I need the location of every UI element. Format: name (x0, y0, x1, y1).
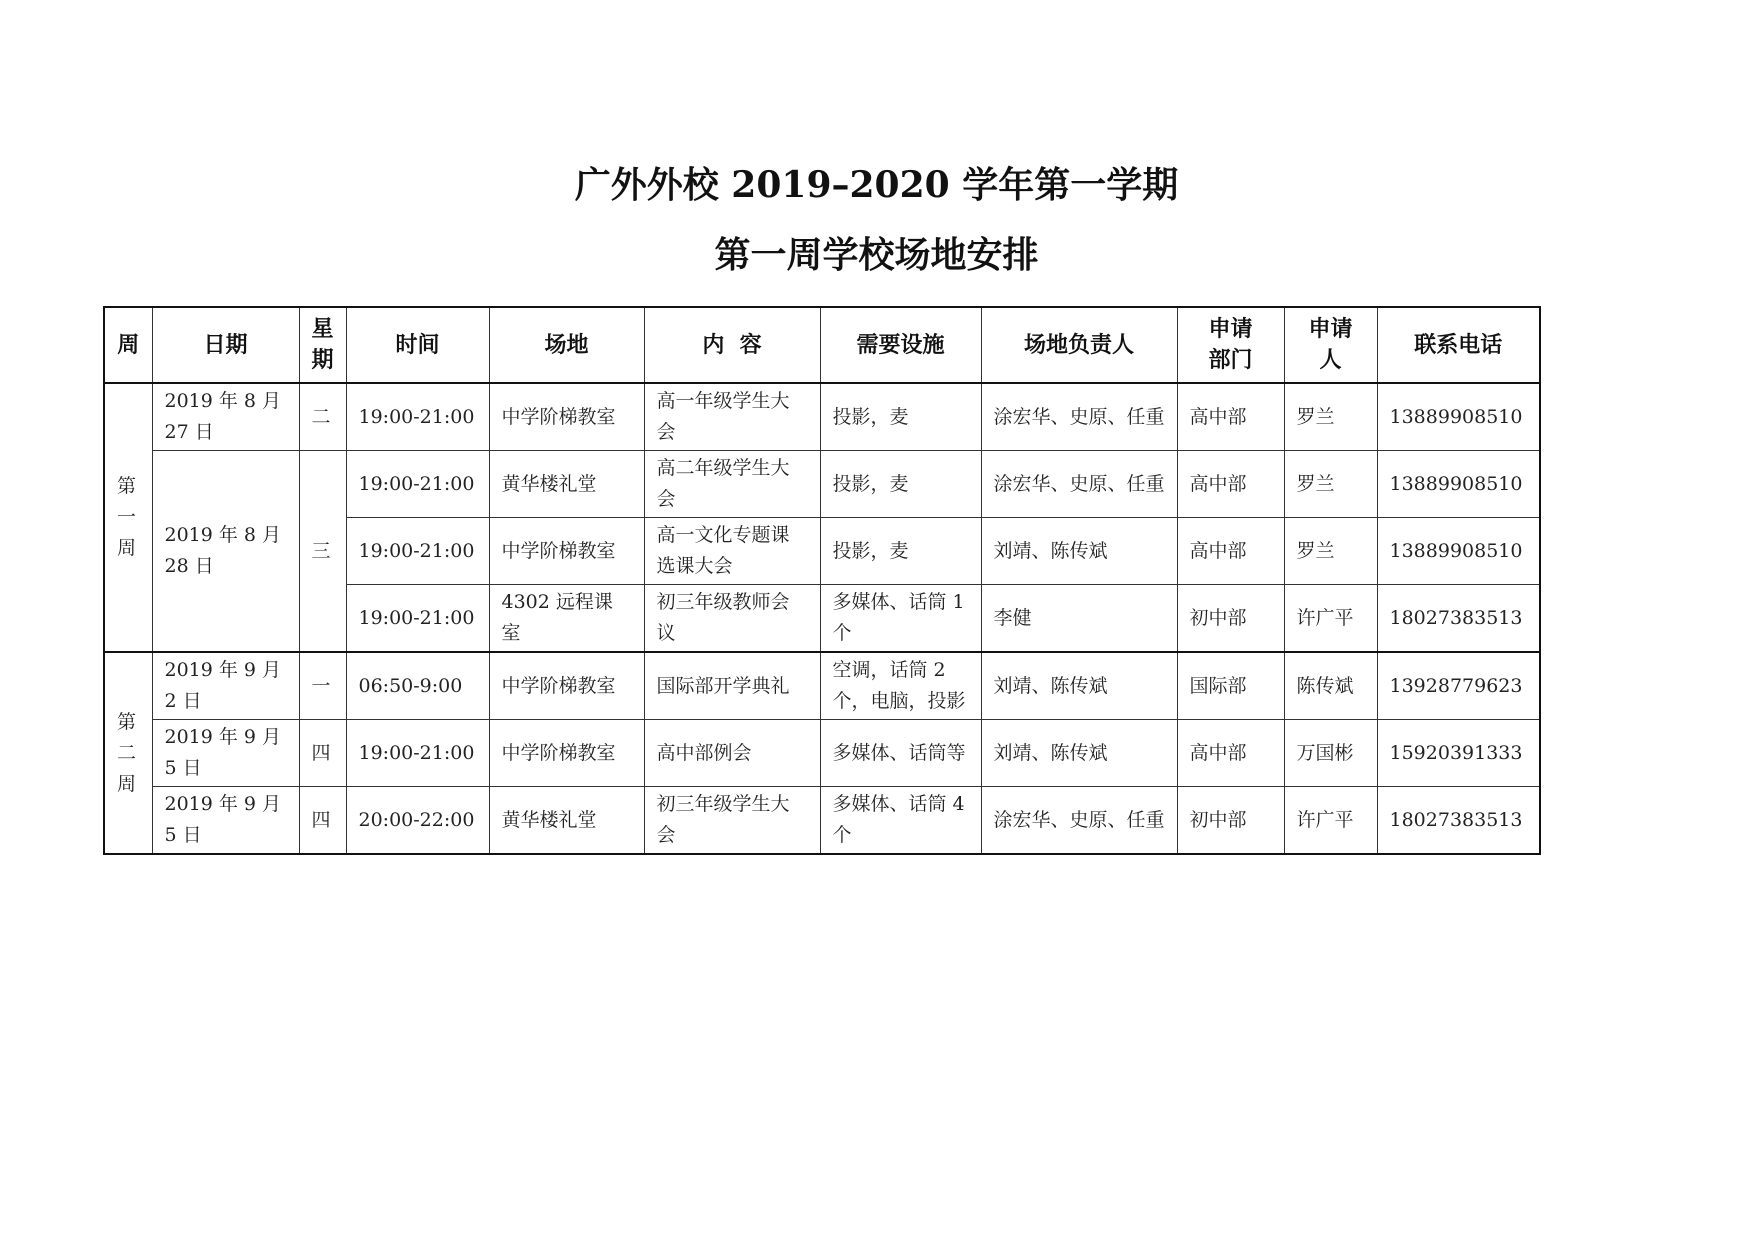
content-cell: 初三年级教师会议 (644, 585, 820, 653)
venue-cell: 黄华楼礼堂 (489, 451, 644, 518)
equipment-cell: 投影，麦 (820, 451, 981, 518)
equipment-cell: 投影，麦 (820, 518, 981, 585)
weekday-cell: 三 (299, 451, 346, 653)
header-applicant: 申请 人 (1284, 307, 1377, 383)
applicant-cell: 陈传斌 (1284, 652, 1377, 720)
date-cell: 2019 年 9 月 5 日 (152, 787, 299, 855)
dept-cell: 高中部 (1177, 720, 1284, 787)
date-cell: 2019 年 8 月 28 日 (152, 451, 299, 653)
phone-cell: 13928779623 (1377, 652, 1540, 720)
time-cell: 06:50-9:00 (346, 652, 489, 720)
header-equipment: 需要设施 (820, 307, 981, 383)
header-row (104, 307, 1540, 383)
table-row (104, 652, 1540, 720)
header-week: 周 (104, 307, 152, 383)
header-manager: 场地负责人 (981, 307, 1177, 383)
header-weekday: 星 期 (299, 307, 346, 383)
manager-cell: 李健 (981, 585, 1177, 653)
header-time: 时间 (346, 307, 489, 383)
applicant-cell: 万国彬 (1284, 720, 1377, 787)
dept-cell: 国际部 (1177, 652, 1284, 720)
phone-cell: 18027383513 (1377, 787, 1540, 855)
dept-cell: 初中部 (1177, 585, 1284, 653)
table-row (104, 720, 1540, 787)
time-cell: 20:00-22:00 (346, 787, 489, 855)
manager-cell: 刘靖、陈传斌 (981, 652, 1177, 720)
date-cell: 2019 年 8 月 27 日 (152, 383, 299, 451)
weekday-cell: 四 (299, 787, 346, 855)
venue-cell: 黄华楼礼堂 (489, 787, 644, 855)
equipment-cell: 多媒体、话筒 1 个 (820, 585, 981, 653)
applicant-cell: 罗兰 (1284, 383, 1377, 451)
table-row (104, 787, 1540, 855)
title-line-2: 第一周学校场地安排 (714, 234, 1039, 276)
header-content: 内 容 (644, 307, 820, 383)
time-cell: 19:00-21:00 (346, 720, 489, 787)
manager-cell: 涂宏华、史原、任重 (981, 451, 1177, 518)
header-venue: 场地 (489, 307, 644, 383)
equipment-cell: 空调，话筒 2 个，电脑，投影 (820, 652, 981, 720)
venue-cell: 中学阶梯教室 (489, 652, 644, 720)
venue-schedule-table (103, 306, 1541, 855)
dept-cell: 高中部 (1177, 518, 1284, 585)
venue-cell: 中学阶梯教室 (489, 383, 644, 451)
dept-cell: 高中部 (1177, 383, 1284, 451)
header-date: 日期 (152, 307, 299, 383)
phone-cell: 13889908510 (1377, 383, 1540, 451)
venue-cell: 中学阶梯教室 (489, 720, 644, 787)
venue-cell: 中学阶梯教室 (489, 518, 644, 585)
time-cell: 19:00-21:00 (346, 383, 489, 451)
weekday-cell: 一 (299, 652, 346, 720)
time-cell: 19:00-21:00 (346, 585, 489, 653)
venue-cell: 4302 远程课室 (489, 585, 644, 653)
date-cell: 2019 年 9 月 5 日 (152, 720, 299, 787)
phone-cell: 18027383513 (1377, 585, 1540, 653)
phone-cell: 15920391333 (1377, 720, 1540, 787)
applicant-cell: 许广平 (1284, 787, 1377, 855)
week-label-1: 第 一 周 (104, 383, 152, 652)
content-cell: 高一文化专题课选课大会 (644, 518, 820, 585)
week-label-2: 第 二 周 (104, 652, 152, 854)
content-cell: 国际部开学典礼 (644, 652, 820, 720)
equipment-cell: 多媒体、话筒 4 个 (820, 787, 981, 855)
table-row (104, 383, 1540, 451)
equipment-cell: 多媒体、话筒等 (820, 720, 981, 787)
header-dept: 申请 部门 (1177, 307, 1284, 383)
applicant-cell: 许广平 (1284, 585, 1377, 653)
weekday-cell: 四 (299, 720, 346, 787)
table-row (104, 451, 1540, 518)
content-cell: 高中部例会 (644, 720, 820, 787)
applicant-cell: 罗兰 (1284, 451, 1377, 518)
document-title (0, 150, 1753, 290)
weekday-cell: 二 (299, 383, 346, 451)
phone-cell: 13889908510 (1377, 451, 1540, 518)
manager-cell: 涂宏华、史原、任重 (981, 383, 1177, 451)
phone-cell: 13889908510 (1377, 518, 1540, 585)
manager-cell: 刘靖、陈传斌 (981, 518, 1177, 585)
content-cell: 高一年级学生大会 (644, 383, 820, 451)
content-cell: 初三年级学生大会 (644, 787, 820, 855)
applicant-cell: 罗兰 (1284, 518, 1377, 585)
manager-cell: 刘靖、陈传斌 (981, 720, 1177, 787)
date-cell: 2019 年 9 月 2 日 (152, 652, 299, 720)
header-phone: 联系电话 (1377, 307, 1540, 383)
equipment-cell: 投影，麦 (820, 383, 981, 451)
time-cell: 19:00-21:00 (346, 518, 489, 585)
dept-cell: 高中部 (1177, 451, 1284, 518)
manager-cell: 涂宏华、史原、任重 (981, 787, 1177, 855)
title-line-1: 广外外校 2019–2020 学年第一学期 (574, 164, 1179, 206)
content-cell: 高二年级学生大会 (644, 451, 820, 518)
dept-cell: 初中部 (1177, 787, 1284, 855)
time-cell: 19:00-21:00 (346, 451, 489, 518)
